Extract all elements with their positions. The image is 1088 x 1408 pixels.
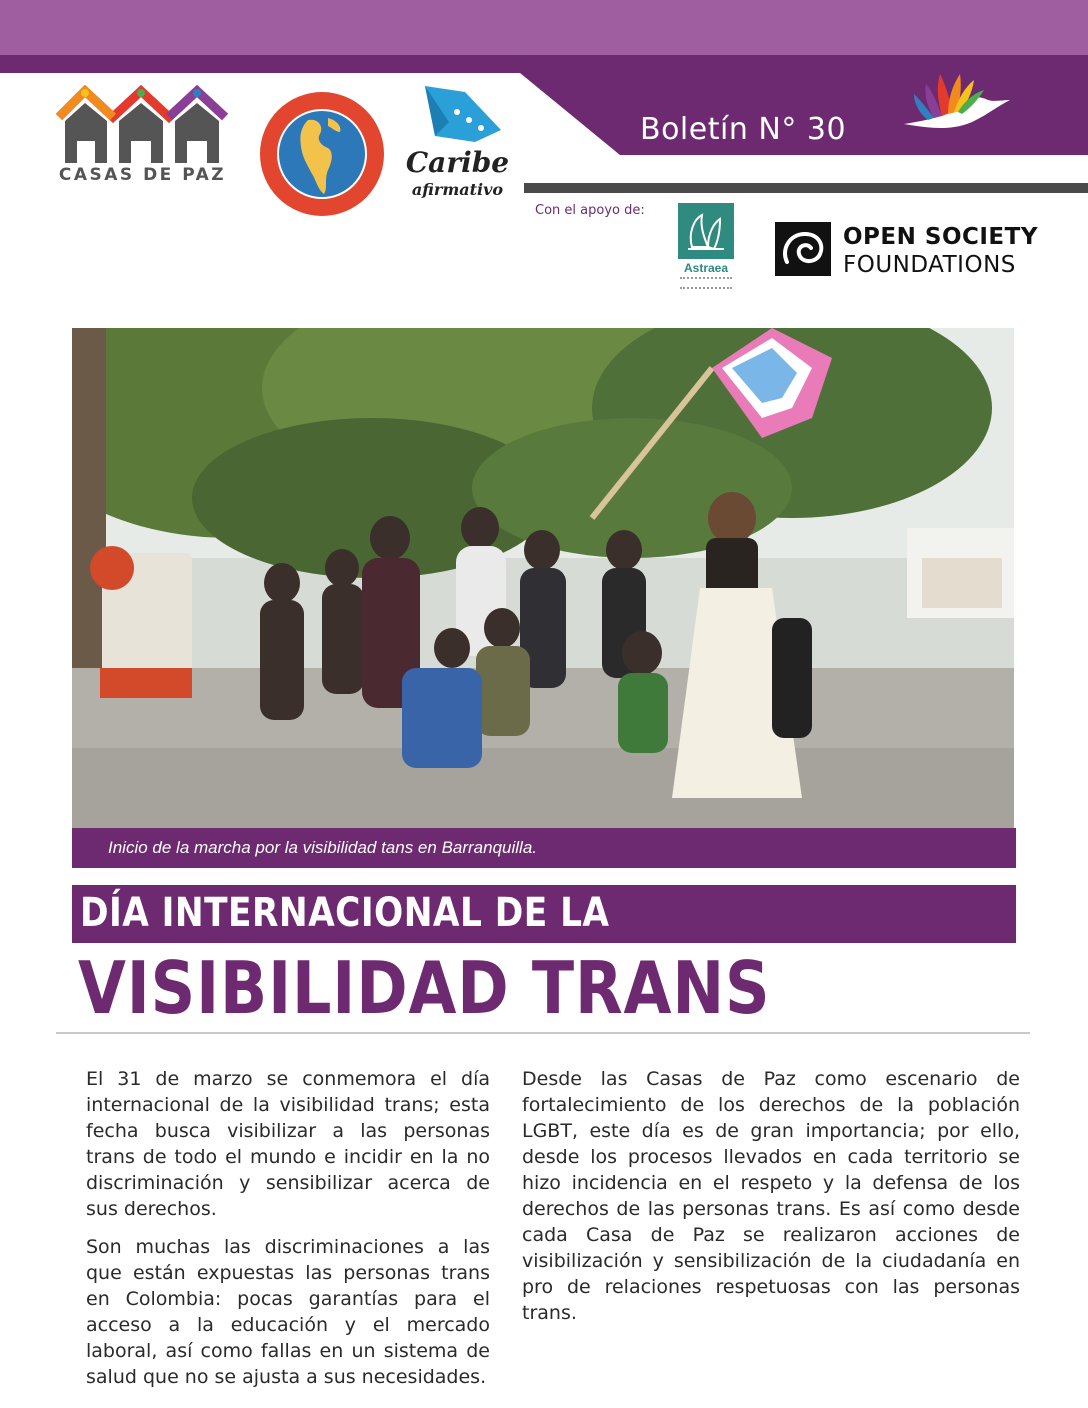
casas-de-paz-logo	[55, 85, 230, 195]
issue-number: Boletín N° 30	[640, 112, 847, 147]
triangle-mark-icon	[405, 82, 510, 146]
globe-seal-icon	[258, 90, 386, 218]
article-paragraph: El 31 de marzo se conmemora el día internacional de la visibilidad trans; esta fecha busca visibilizar a las personas trans de todo el mundo e incidir en la no discriminación y sensibilizar acerca de sus derechos.	[86, 1068, 490, 1220]
astraea-small-print	[680, 277, 732, 289]
inter-american-foundation-logo	[258, 90, 386, 218]
osf-mark-icon	[775, 222, 831, 276]
open-society-logo	[775, 218, 1038, 278]
article-left-column	[86, 1066, 490, 1402]
caribe-name: Caribe	[405, 146, 510, 179]
osf-line2: FOUNDATIONS	[843, 252, 1016, 278]
article-paragraph: Desde las Casas de Paz como escenario de fortalecimiento de los derechos de la población LGBT, este día es de gran importancia; por ello, desde los procesos llevados en cada territorio se hizo incidencia en el respeto y la defensa de los derechos de las personas trans. Es así como desde cada Casa de Paz se realizaron acciones de visibilización y sensibilización de la ciudadanía en pro de relaciones respetuosas con las personas trans.	[522, 1068, 1020, 1324]
top-color-band	[0, 0, 1088, 55]
astraea-name: Astraea	[683, 261, 729, 275]
article-title-line2: VISIBILIDAD TRANS	[78, 946, 771, 1030]
article-title-line1: DÍA INTERNACIONAL DE LA	[80, 890, 610, 936]
article-right-column	[522, 1066, 1020, 1338]
article-paragraph: Son muchas las discriminaciones a las que están expuestas las personas trans en Colombia: pocas garantías para el acceso a la educación y el mercado laboral, así como fallas en un sistema de salud que no se ajusta a sus necesidades.	[86, 1236, 490, 1388]
houses-icon	[55, 85, 230, 165]
title-rule	[56, 1032, 1030, 1034]
header-rule	[524, 183, 1088, 193]
rainbow-dove-icon	[898, 66, 1016, 150]
osf-line1: OPEN SOCIETY	[843, 224, 1038, 250]
march-photo	[72, 328, 1014, 828]
caribe-afirmativo-logo	[405, 82, 510, 202]
casas-de-paz-caption: CASAS DE PAZ	[58, 165, 227, 185]
support-label: Con el apoyo de:	[535, 203, 645, 218]
astraea-logo	[676, 203, 736, 293]
photo-caption-bar	[72, 828, 1016, 868]
caribe-subtitle: afirmativo	[411, 180, 504, 199]
dove-logo	[898, 66, 1016, 150]
astraea-mark-icon	[678, 203, 734, 259]
photo-caption: Inicio de la marcha por la visibilidad tans en Barranquilla.	[108, 838, 538, 857]
